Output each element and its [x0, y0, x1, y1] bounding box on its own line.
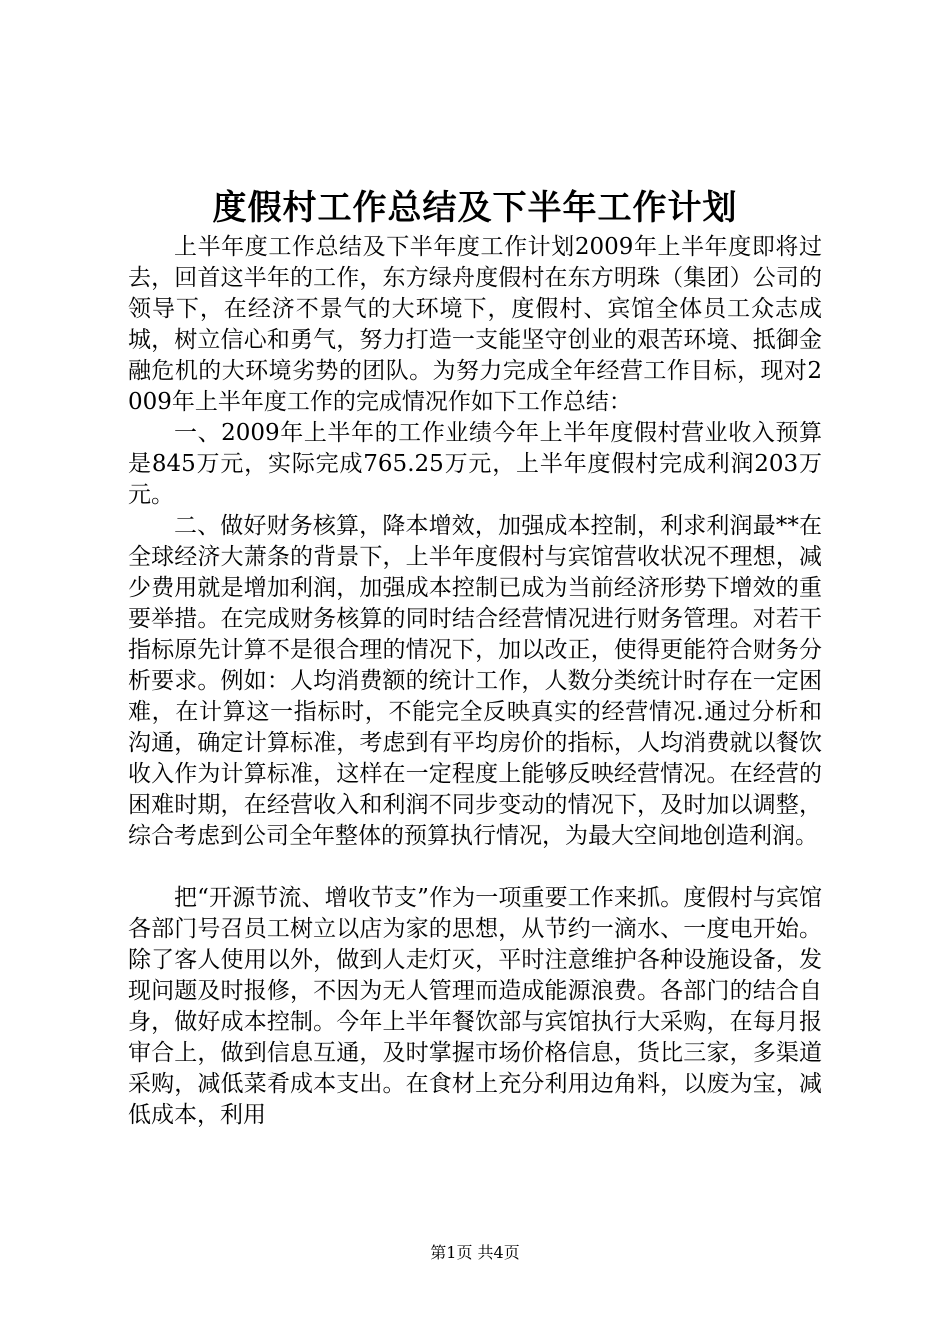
page-footer: 第1页 共4页	[430, 1243, 520, 1262]
paragraph-spacer	[128, 852, 822, 883]
paragraph-finance: 二、做好财务核算，降本增效，加强成本控制，利求利润最**在全球经济大萧条的背景下，上半年度假村与宾馆营收状况不理想，减少费用就是增加利润，加强成本控制已成为当前经济形势下增效的重要举措。在完成财务核算的同时结合经营情况进行财务管理。对若干指标原先计算不是很合理的情况下，加以改正，使得更能符合财务分析要求。例如：人均消费额的统计工作，人数分类统计时存在一定困难，在计算这一指标时，不能完全反映真实的经营情况.通过分析和沟通，确定计算标准，考虑到有平均房价的指标，人均消费就以餐饮收入作为计算标准，这样在一定程度上能够反映经营情况。在经营的困难时期，在经营收入和利润不同步变动的情况下，及时加以调整，综合考虑到公司全年整体的预算执行情况，为最大空间地创造利润。	[128, 513, 822, 849]
document-title: 度假村工作总结及下半年工作计划	[212, 188, 738, 228]
paragraph-performance: 一、2009年上半年的工作业绩今年上半年度假村营业收入预算是845万元，实际完成765.25万元，上半年度假村完成利润203万元。	[128, 420, 822, 508]
document-body	[128, 232, 822, 1131]
paragraph-cost-saving: 把“开源节流、增收节支”作为一项重要工作来抓。度假村与宾馆各部门号召员工树立以店为家的思想，从节约一滴水、一度电开始。除了客人使用以外，做到人走灯灭，平时注意维护各种设施设备，发现问题及时报修，不因为无人管理而造成能源浪费。各部门的结合自身，做好成本控制。今年上半年餐饮部与宾馆执行大采购，在每月报审合上，做到信息互通，及时掌握市场价格信息，货比三家，多渠道采购，减低菜肴成本支出。在食材上充分利用边角料，以废为宝，减低成本，利用	[128, 885, 822, 1128]
paragraph-intro: 上半年度工作总结及下半年度工作计划2009年上半年度即将过去，回首这半年的工作，东方绿舟度假村在东方明珠（集团）公司的领导下，在经济不景气的大环境下，度假村、宾馆全体员工众志成城，树立信心和勇气，努力打造一支能坚守创业的艰苦环境、抵御金融危机的大环境劣势的团队。为努力完成全年经营工作目标，现对2009年上半年度工作的完成情况作如下工作总结：	[128, 234, 822, 415]
